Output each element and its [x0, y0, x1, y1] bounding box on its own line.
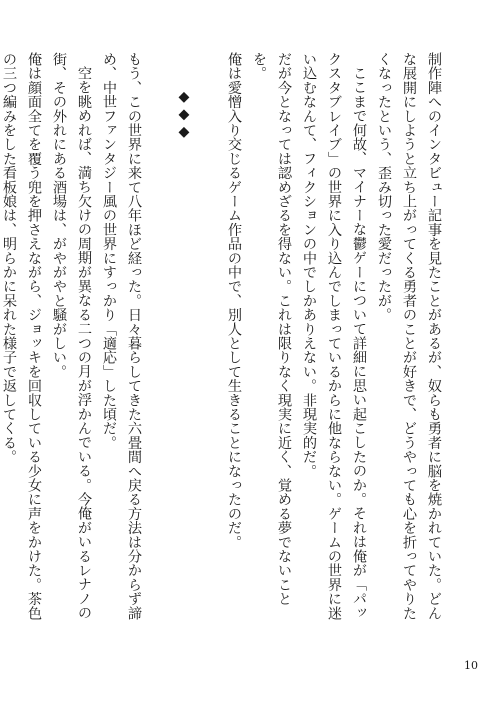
page-number: 10 [464, 659, 478, 672]
vertical-text-body [1, 52, 446, 634]
blank-line [196, 52, 221, 634]
paragraph: 制作陣へのインタビュー記事を見たことがあるが、奴らも勇者に脳を焼かれていた。どんな展開にしようと立ち上がってくる勇者のことが好きで、どうやっても心を折ってやりたくなったという、歪み切った愛だったが。 [376, 52, 442, 620]
section-divider: ◆◆◆ [176, 88, 192, 142]
paragraph: 俺は顔面全てを覆う兜を押さえながら、ジョッキを回収している少女に声をかけた。茶色の三つ編みをした看板娘は、明らかに呆れた様子で返してくる。 [1, 52, 42, 620]
paragraph: 空を眺めれば、満ち欠けの周期が異なる二つの月が浮かんでいる。今俺がいるレナノの街、その外れにある酒場は、がやがやと騒がしい。 [51, 52, 92, 620]
paragraph: だが今となっては認めざるを得ない。これは限りなく現実に近く、覚める夢でないことを。 [251, 52, 292, 606]
paragraph: ここまで何故、マイナーな鬱ゲーについて詳細に思い起こしたのか。それは俺が「パックスタブレイブ」の世界に入り込んでしまっているからに他ならない。ゲームの世界に迷い込むなんて、フィクションの中でしかありえない。非現実的だ。 [301, 52, 367, 620]
paragraph: もう、この世界に来て八年ほど経った。日々暮らしてきた六畳間へ戻る方法は分からず諦め、中世ファンタジー風の世界にすっかり「適応」した頃だ。 [101, 52, 142, 620]
paragraph: 俺は愛憎入り交じるゲーム作品の中で、別人として生きることになったのだ。 [226, 52, 242, 549]
blank-line [146, 52, 171, 634]
